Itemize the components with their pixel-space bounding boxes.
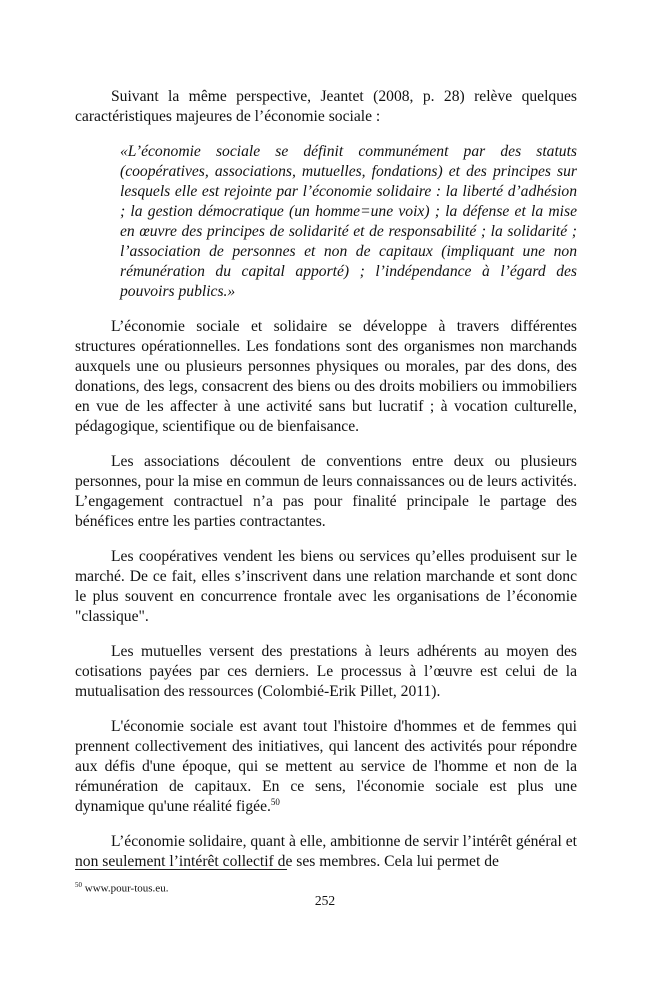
paragraph-mutuelles: Les mutuelles versent des prestations à leurs adhérents au moyen des cotisations payées par ces derniers. Le processus à l’œuvre est celui de la mutualisation des ressources (Colombié-Erik Pillet, 2011). [75, 643, 577, 700]
footnote-text: www.pour-tous.eu. [84, 882, 169, 895]
footnote-divider [75, 869, 287, 870]
paragraph-cooperatives: Les coopératives vendent les biens ou services qu’elles produisent sur le marché. De ce fait, elles s’inscrivent dans une relation marchande et sont donc le plus souvent en concurrence frontale avec les organisations de l’économie "classique". [75, 548, 577, 625]
body-text [75, 87, 577, 887]
paragraph-intro: Suivant la même perspective, Jeantet (2008, p. 28) relève quelques caractéristiques majeures de l’économie sociale : [75, 88, 577, 125]
paragraph-associations: Les associations découlent de conventions entre deux ou plusieurs personnes, pour la mise en commun de leurs connaissances ou de leurs activités. L’engagement contractuel n’a pas pour finalité principale le partage des bénéfices entre les parties contractantes. [75, 453, 577, 530]
paragraph-economie-solidaire: L’économie solidaire, quant à elle, ambitionne de servir l’intérêt général et non seulement l’intérêt collectif de ses membres. Cela lui permet de [75, 833, 577, 870]
page-number: 252 [314, 893, 336, 908]
footnote-number: 50 [75, 881, 82, 889]
paragraph-structures: L’économie sociale et solidaire se développe à travers différentes structures opérationnelles. Les fondations sont des organismes non marchands auxquels une ou plusieurs personnes physiques ou morales, par des dons, des donations, des legs, consacrent des biens ou des droits mobiliers ou immobiliers en vue de les affecter à une activité sans but lucratif ; à vocation culturelle, pédagogique, scientifique ou de bienfaisance. [75, 318, 577, 435]
paragraph-economie-sociale-text: L'économie sociale est avant tout l'histoire d'hommes et de femmes qui prennent collectivement des initiatives, qui lancent des activités pour répondre aux défis d'une époque, qui se mettent au service de l'homme et non de la rémunération de capitaux. En ce sens, l'économie sociale est plus une dynamique qu'une réalité figée. [75, 718, 577, 815]
block-quote: «L’économie sociale se définit communément par des statuts (coopératives, associations, mutuelles, fondations) et des principes sur lesquels elle est rejointe par l’économie solidaire : la liberté d’adhésion ; la gestion démocratique (un homme=une voix) ; la défense et la mise en œuvre des principes de solidarité et de responsabilité ; la solidarité ; l’association de personnes et non de capitaux (impliquant une non rémunération du capital apporté) ; l’indépendance à l’égard des pouvoirs publics.» [120, 143, 577, 300]
paragraph-economie-sociale [75, 717, 577, 817]
footnote-reference: 50 [270, 796, 280, 807]
